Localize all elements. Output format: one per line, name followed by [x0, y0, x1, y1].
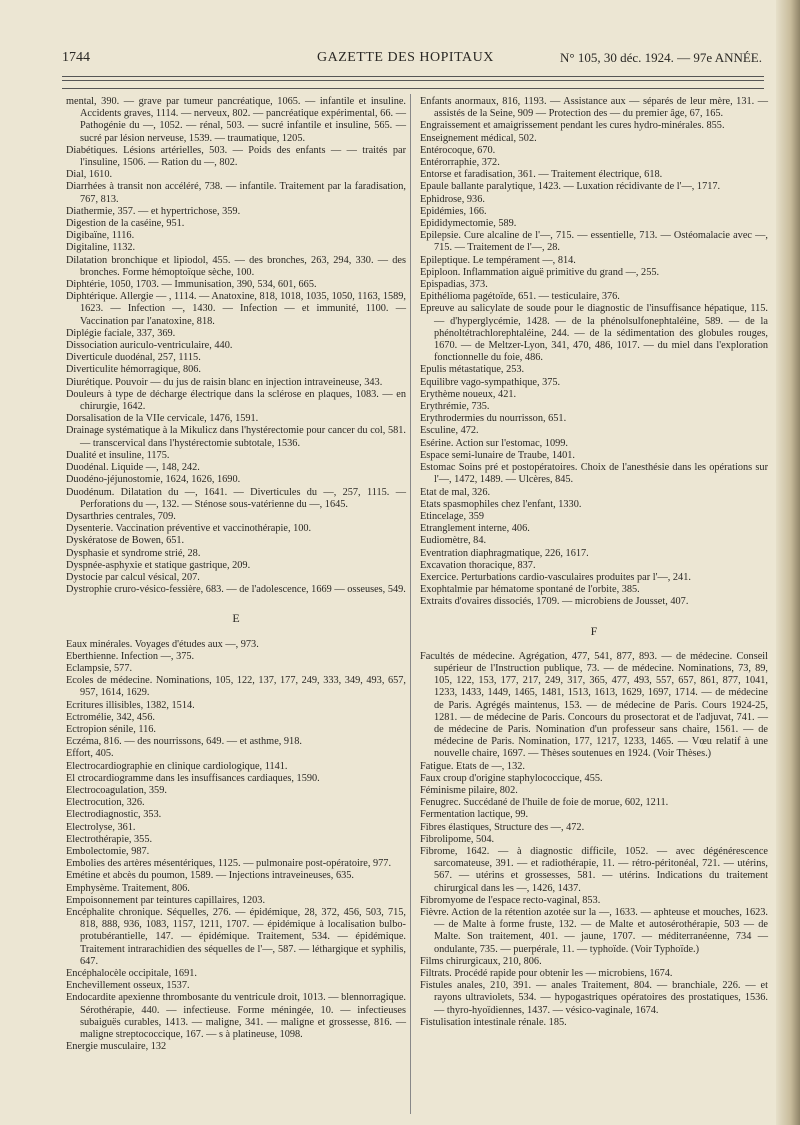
index-entry: Epilepsie. Cure alcaline de l'—, 715. — essentielle, 713. — Ostéomalacie avec —, 715. — Traitement de l'—, 28. — [420, 230, 768, 254]
running-title: GAZETTE DES HOPITAUX — [317, 50, 494, 65]
index-entry: Eaux minérales. Voyages d'études aux —, 973. — [66, 638, 259, 650]
index-entry: Fièvre. Action de la rétention azotée sur la —, 1633. — aphteuse et mouches, 1623. — de Malte à forme fruste, 132. — de Malte et autosérothérapie, 503 — de Malte. Son traitement, 401. — jaune, 1707. — méditerranéenne, 734 — ondulante, 735. — puerpérale, 11. — typhoïde. (Voir Typhoïde.) — [420, 907, 768, 955]
index-entry: Diarrhées à transit non accéléré, 738. — infantile. Traitement par la faradisation, 767, 813. — [66, 181, 406, 205]
index-entry: Electrodiagnostic, 353. — [66, 809, 162, 821]
index-entry: Fibrolipome, 504. — [420, 833, 495, 845]
index-entry: Excavation thoracique, 837. — [420, 559, 536, 571]
index-entry: Epithélioma pagétoïde, 651. — testiculaire, 376. — [420, 291, 620, 303]
index-entry: Dysarthries centrales, 709. — [66, 510, 176, 522]
index-entry: Digestion de la caséine, 951. — [66, 218, 185, 230]
index-entry: Dualité et insuline, 1175. — [66, 449, 170, 461]
index-entry: Epaule ballante paralytique, 1423. — Luxation récidivante de l'—, 1717. — [420, 181, 721, 193]
index-entry: Epiploon. Inflammation aiguë primitive du grand —, 255. — [420, 266, 660, 278]
index-entry: Filtrats. Procédé rapide pour obtenir les — microbiens, 1674. — [420, 968, 673, 980]
index-entry: Etranglement interne, 406. — [420, 523, 530, 535]
index-entry: Etat de mal, 326. — [420, 486, 491, 498]
entries-e-continued — [420, 96, 768, 609]
index-entry: Engraissement et amaigrissement pendant les cures hydro-minérales. 855. — [420, 120, 725, 132]
index-entry: Esérine. Action sur l'estomac, 1099. — [420, 437, 568, 449]
index-entry: Ecoles de médecine. Nominations, 105, 122, 137, 177, 249, 333, 349, 493, 657, 957, 1614, 1629. — [66, 675, 406, 699]
index-entry: Fibromyome de l'espace recto-vaginal, 853. — [420, 894, 601, 906]
header-rule-thin — [62, 88, 764, 89]
index-entry: Ectropion sénile, 116. — [66, 723, 156, 735]
index-entry: Eudiomètre, 84. — [420, 535, 487, 547]
index-entry: Electrothérapie, 355. — [66, 833, 153, 845]
index-entry: Esculine, 472. — [420, 425, 479, 437]
index-entry: Enfants anormaux, 816, 1193. — Assistance aux — séparés de leur mère, 131. — assistés de la Seine, 909 — Protection des — du premier âge, 67, 165. — [420, 96, 768, 120]
index-entry: Ecritures illisibles, 1382, 1514. — [66, 699, 195, 711]
index-entry: Emphysème. Traitement, 806. — [66, 882, 190, 894]
index-entry: Enseignement médical, 502. — [420, 132, 537, 144]
index-entry: Dissociation auriculo-ventriculaire, 440. — [66, 340, 233, 352]
index-entry: Duodénum. Dilatation du —, 1641. — Diverticules du —, 257, 1115. — Perforations du —, 132. — Sténose sous-vatérienne du —, 1645. — [66, 486, 406, 510]
index-entry: Epididymectomie, 589. — [420, 218, 517, 230]
left-column — [66, 96, 406, 1053]
index-entry: Encéphalocèle occipitale, 1691. — [66, 968, 197, 980]
column-divider — [410, 94, 411, 1114]
index-entry: Diabétiques. Lésions artérielles, 503. — Poids des enfants — — traités par l'insuline, 1506. — Ration du —, 802. — [66, 144, 406, 169]
index-entry: Exophtalmie par hématome spontané de l'orbite, 385. — [420, 584, 640, 596]
index-entry: Enchevillement osseux, 1537. — [66, 980, 190, 992]
index-entry: Epreuve au salicylate de soude pour le diagnostic de l'insuffisance hépatique, 115. — d'hyperglycémie, 1428. — de la phénolsulfonephtaléine, 589. — de la phénoltétrachlorephtaléine, 244. — de la sédimentation des globules rouges, 1670. — de Meltzer-Lyon, 341, 470, 486, 1017. — du miel dans l'exploration fonctionnelle du foie, 486. — [420, 303, 768, 364]
index-entry: Embolies des artères mésentériques, 1125. — pulmonaire post-opératoire, 977. — [66, 858, 392, 870]
index-entry: Dyspnée-asphyxie et statique gastrique, 209. — [66, 559, 251, 571]
index-entry: Equilibre vago-sympathique, 375. — [420, 376, 561, 388]
index-entry: Dystrophie cruro-vésico-fessière, 683. — de l'adolescence, 1669 — osseuses, 549. — [66, 584, 406, 596]
index-entry: Erythrémie, 735. — [420, 401, 490, 413]
index-entry: Estomac Soins pré et postopératoires. Choix de l'anesthésie dans les opérations sur l'—, 1472, 1489. — Ulcères, 845. — [420, 462, 768, 486]
section-e-heading: E — [232, 611, 240, 626]
index-entry: Exercice. Perturbations cardio-vasculaires produites par l'—, 241. — [420, 571, 691, 583]
index-entry: Etats spasmophiles chez l'enfant, 1330. — [420, 498, 582, 510]
index-entry: El ctrocardiogramme dans les insuffisances cardiaques, 1590. — [66, 772, 320, 784]
index-entry: Diverticule duodénal, 257, 1115. — [66, 352, 201, 364]
index-entry: Espace semi-lunaire de Traube, 1401. — [420, 449, 575, 461]
index-entry: Dorsalisation de la VIIe cervicale, 1476, 1591. — [66, 413, 259, 425]
index-entry: Ephidrose, 936. — [420, 193, 485, 205]
index-entry: Douleurs à type de décharge électrique dans la sclérose en plaques, 1083. — en chirurgie, 1642. — [66, 388, 406, 413]
index-entry: Eczéma, 816. — des nourrissons, 649. — et asthme, 918. — [66, 736, 302, 748]
index-entry: Epidémies, 166. — [420, 205, 487, 217]
index-entry: Epulis métastatique, 253. — [420, 364, 525, 376]
entries-e — [66, 639, 406, 1054]
index-entry: Dysphasie et syndrome strié, 28. — [66, 547, 201, 559]
index-entry: Digitaline, 1132. — [66, 242, 136, 254]
index-entry: Effort, 405. — [66, 748, 114, 760]
index-entry: Entérorraphie, 372. — [420, 157, 500, 169]
index-entry: Electrocoagulation, 359. — [66, 784, 167, 796]
index-entry: Extraits d'ovaires dissociés, 1709. — microbiens de Jousset, 407. — [420, 596, 689, 608]
index-entry: Fermentation lactique, 99. — [420, 809, 529, 821]
index-entry: Erythrodermies du nourrisson, 651. — [420, 413, 567, 425]
index-entry: Fibres élastiques, Structure des —, 472. — [420, 821, 585, 833]
index-entry: Entérocoque, 670. — [420, 144, 496, 156]
index-entry: Diphtérique. Allergie — , 1114. — Anatoxine, 818, 1018, 1035, 1050, 1163, 1589, 1623. — Infection —, 1430. — Infection — et immunité, 1100. — Vaccination par l'anatoxine, 818. — [66, 291, 406, 327]
index-entry: Eventration diaphragmatique, 226, 1617. — [420, 547, 589, 559]
index-entry: Electrolyse, 361. — [66, 821, 136, 833]
index-entry: Diathermie, 357. — et hypertrichose, 359. — [66, 205, 241, 217]
index-entry: Epispadias, 373. — [420, 279, 488, 291]
entries-d — [66, 96, 406, 596]
index-entry: Diurétique. Pouvoir — du jus de raisin blanc en injection intraveineuse, 343. — [66, 376, 383, 388]
index-entry: Epileptique. Le tempérament —, 814. — [420, 254, 576, 266]
entries-f — [420, 651, 768, 1029]
index-entry: Diverticulite hémorragique, 806. — [66, 364, 201, 376]
page-number: 1744 — [62, 50, 90, 65]
index-entry: Endocardite apexienne thrombosante du ventricule droit, 1013. — blennorragique. Sérothérapie, 440. — infectieuse. Forme méningée, 10. — infectieuses subaiguës curables, 1413. — maligne, 341. — maligne et grossesse, 816. — maligne streptococcique, 167. — s à platineuse, 1098. — [66, 992, 406, 1041]
index-entry: Drainage systématique à la Mikulicz dans l'hystérectomie pour cancer du col, 581. — transcervical dans l'hystérectomie subtotale, 1536. — [66, 425, 406, 449]
index-entry: Electrocardiographie en clinique cardiologique, 1141. — [66, 760, 288, 772]
index-entry: Dilatation bronchique et lipiodol, 455. — des bronches, 263, 294, 330. — des bronches. Forme hémoptoïque sèche, 100. — [66, 254, 406, 278]
index-entry: Emétine et abcès du poumon, 1589. — Injections intraveineuses, 635. — [66, 870, 354, 882]
index-entry: Facultés de médecine. Agrégation, 477, 541, 877, 893. — de médecine. Conseil supérieur de l'Instruction publique, 73. — de médecine. Nominations, 73, 89, 105, 122, 153, 177, 217, 249, 317, 365, 477, 493, 557, 657, 861, 877, 1041, 1233, 1433, 1449, 1465, 1481, 1513, 1613, 1629, 1697, 1714. — de médecine de Paris. Agrégés maintenus, 153. — de médecine de Paris. Cours 1924-25, 1281. — de médecine de Paris. Concours du prosectorat et de l'adjuvat, 741. — de médecine de Paris. Nomination d'un professeur sans chaire, 1561. — de médecine de Paris. Nomination, 177, 1217, 1233, 1465. — Vœu relatif à une nouvelle chaire, 1697. — Thèses soutenues en 1924. (Voir Thèses.) — [420, 650, 768, 760]
index-entry: Entorse et faradisation, 361. — Traitement électrique, 618. — [420, 169, 663, 181]
index-entry: Dystocie par calcul vésical, 207. — [66, 571, 200, 583]
index-entry: Fibrome, 1642. — à diagnostic difficile, 1052. — avec dégénérescence sarcomateuse, 391. — et radiothérapie, 11. — rétro-péritonéal, 721. — utérins, 567. — utérins et grossesses, 581. — utérins. Indications du traitement chirurgical dans les —, 1426, 1437. — [420, 845, 768, 894]
index-entry: Ectromélie, 342, 456. — [66, 711, 155, 723]
index-entry: Embolectomie, 987. — [66, 845, 150, 857]
index-entry: Erythème noueux, 421. — [420, 388, 517, 400]
index-entry: Dysenterie. Vaccination préventive et vaccinothérapie, 100. — [66, 523, 312, 535]
index-entry: Empoisonnement par teintures capillaires, 1203. — [66, 894, 266, 906]
index-entry: Duodénal. Liquide —, 148, 242. — [66, 462, 200, 474]
index-entry: Digibaïne, 1116. — [66, 230, 135, 242]
index-entry: Fistulisation intestinale rénale. 185. — [420, 1016, 567, 1028]
index-entry: Energie musculaire, 132 — [66, 1041, 167, 1053]
header-rule-double — [62, 80, 764, 81]
index-entry: Diplégie faciale, 337, 369. — [66, 327, 176, 339]
section-f-heading: F — [590, 623, 598, 638]
index-entry: Fistules anales, 210, 391. — anales Traitement, 804. — branchiale, 226. — et rayons ultraviolets, 534. — hypogastriques opératoires des prostatiques, 1536. — thyro-hyoïdiennes, 1437. — vésico-vaginale, 1674. — [420, 980, 768, 1016]
index-entry: Fatigue. Etats de —, 132. — [420, 760, 525, 772]
index-entry: Féminisme pilaire, 802. — [420, 784, 518, 796]
index-entry: Films chirurgicaux, 210, 806. — [420, 955, 542, 967]
header-rule — [62, 76, 764, 77]
page-edge — [776, 0, 800, 1125]
index-entry: mental, 390. — grave par tumeur pancréatique, 1065. — infantile et insuline. Accidents graves, 1114. — nerveux, 802. — pancréatique expérimental, 66. — Pathogénie du —, 1052. — rénal, 503. — sucré infantile et insuline, 565. — sucré par lésion nerveuse, 1539. — traumatique, 1205. — [66, 96, 406, 144]
index-entry: Etincelage, 359 — [420, 510, 485, 522]
right-column — [420, 96, 768, 1029]
index-entry: Dial, 1610. — [66, 169, 113, 181]
index-entry: Fenugrec. Succédané de l'huile de foie de morue, 602, 1211. — [420, 797, 669, 809]
index-entry: Eberthienne. Infection —, 375. — [66, 650, 195, 662]
issue-info: N° 105, 30 déc. 1924. — 97e ANNÉE. — [560, 50, 762, 65]
index-entry: Faux croup d'origine staphylococcique, 455. — [420, 772, 603, 784]
index-entry: Electrocution, 326. — [66, 797, 145, 809]
index-entry: Encéphalite chronique. Séquelles, 276. — épidémique, 28, 372, 456, 503, 715, 818, 888, 936, 1083, 1157, 1211, 1707. — épidémique à localisation bulbo-protubérantielle, 147. — épidémique. Traitement, 534. — épidémique. Traitement intrarachidien des séquelles de l'—, 587. — léthargique et syphilis, 647. — [66, 907, 406, 967]
index-entry: Dyskératose de Bowen, 651. — [66, 535, 185, 547]
index-entry: Eclampsie, 577. — [66, 662, 133, 674]
index-entry: Diphtérie, 1050, 1703. — Immunisation, 390, 534, 601, 665. — [66, 279, 317, 291]
index-entry: Duodéno-jéjunostomie, 1624, 1626, 1690. — [66, 474, 241, 486]
page-header — [62, 50, 762, 72]
